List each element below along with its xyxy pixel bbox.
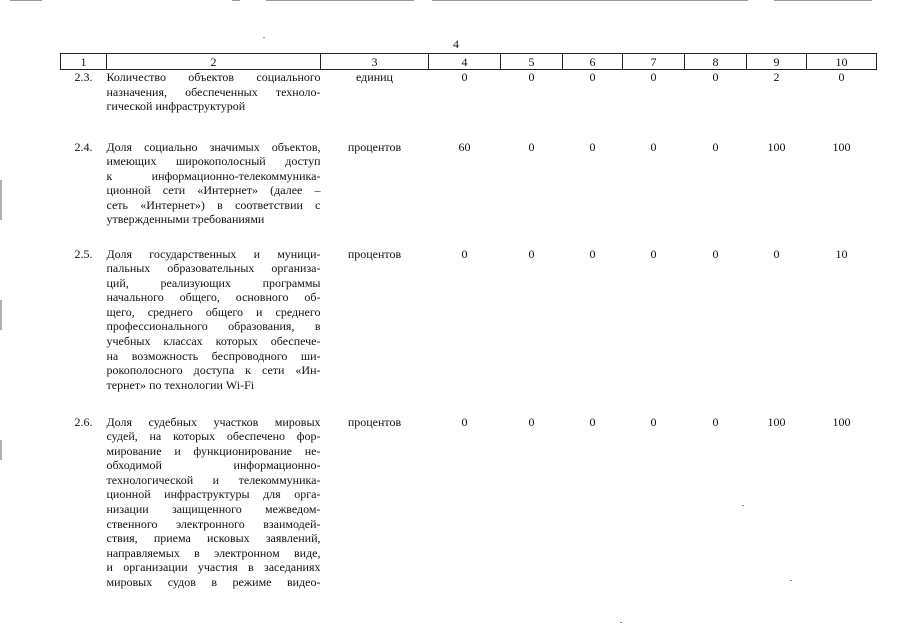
column-header: 4 [429,54,501,70]
value-cell: 10 [835,246,848,261]
indicator-name-line: Доля государственных и муници- [106,246,321,261]
column-header: 10 [807,54,877,70]
indicator-name-line: рокополосного доступа к сети «Ин- [106,363,321,378]
value-cell: 0 [528,246,535,261]
value-cell: 0 [461,70,468,84]
column-header: 8 [685,54,747,70]
scan-edge-artifact [432,0,748,1]
unit-of-measure: процентов [347,139,402,154]
indicator-name [107,140,321,247]
value-cell: 0 [650,70,657,84]
value-cell: 0 [712,246,719,261]
indicator-name-line: ционной инфраструктуры для орга- [106,487,321,502]
column-header: 3 [321,54,429,70]
value-cell: 0 [712,70,719,84]
indicator-name [107,247,321,415]
row-number: 2.4. [74,139,93,154]
scan-noise-dot [263,37,265,38]
indicator-name-line: щего, среднего общего и среднего [106,304,321,319]
indicator-name-line: назначения, обеспеченных техноло- [106,84,321,99]
scan-edge-artifact [266,0,414,1]
indicator-name-line: ствия, приема исковых заявлений, [106,531,321,546]
scan-margin-mark [0,180,2,220]
value-cell: 100 [832,139,851,154]
value-cell: 60 [458,139,471,154]
table-row [61,415,877,595]
indicator-name-line: мировых судов в режиме видео- [106,575,321,590]
indicator-name-line: обходимой информационно- [106,458,321,473]
value-cell: 0 [589,414,596,429]
value-cell: 0 [712,414,719,429]
indicator-name-line: низации защищенного межведом- [106,502,321,517]
indicator-name-line: пальных образовательных организа- [106,261,321,276]
scan-edge-artifact [774,0,872,1]
indicator-name-line: технологической и телекоммуника- [106,472,321,487]
indicator-name-line: Доля судебных участков мировых [106,414,321,429]
indicator-name-line: ций, реализующих программы [106,275,321,290]
column-header: 2 [107,54,321,70]
indicator-name-line: судей, на которых обеспечено фор- [106,429,321,444]
row-number: 2.3. [74,70,93,84]
value-cell: 0 [712,139,719,154]
column-header: 7 [623,54,685,70]
value-cell: 0 [650,139,657,154]
column-header: 9 [747,54,807,70]
table-row [61,70,877,140]
indicator-name-line: гической инфраструктурой [106,99,246,114]
indicator-name-line: ственного электронного взаимодей- [106,516,321,531]
indicator-name-line: сеть «Интернет») в соответствии с [106,197,321,212]
value-cell: 100 [832,414,851,429]
unit-of-measure: процентов [347,246,402,261]
indicator-name [107,70,321,140]
value-cell: 0 [650,246,657,261]
indicator-name-line: Количество объектов социального [106,70,321,84]
row-number: 2.5. [74,246,93,261]
value-cell: 0 [589,70,596,84]
indicator-name [107,415,321,595]
indicator-name-line: профессионального образования, в [106,319,321,334]
indicator-name-line: Доля социально значимых объектов, [106,139,321,154]
value-cell: 100 [767,414,786,429]
scan-margin-mark [0,440,2,460]
column-header: 1 [61,54,107,70]
column-number-header-row [61,54,877,70]
indicator-name-line: начального общего, основного об- [106,290,321,305]
scan-margin-mark [0,300,2,330]
indicator-name-line: имеющих широкополосный доступ [106,154,321,169]
value-cell: 0 [773,246,780,261]
table-row [61,247,877,415]
indicators-table [60,53,877,595]
scan-edge-artifact [10,0,42,1]
value-cell: 0 [461,246,468,261]
table-row [61,140,877,247]
value-cell: 0 [461,414,468,429]
indicator-name-line: ционной сети «Интернет» (далее – [106,183,321,198]
value-cell: 0 [528,139,535,154]
indicator-name-line: к информационно-телекоммуника- [106,168,321,183]
value-cell: 0 [650,414,657,429]
indicator-name-line: на возможность беспроводного ши- [106,348,321,363]
value-cell: 0 [589,246,596,261]
unit-of-measure: единиц [356,70,393,84]
row-number: 2.6. [74,414,93,429]
value-cell: 0 [528,414,535,429]
indicator-name-line: учебных классах которых обеспече- [106,334,321,349]
value-cell: 0 [528,70,535,84]
indicator-name-line: мирование и функционирование не- [106,443,321,458]
column-header: 6 [563,54,623,70]
indicator-name-line: и организации участия в заседаниях [106,560,321,575]
scan-noise-dot [620,622,622,623]
indicator-name-line: направляемых в электронном виде, [106,545,321,560]
unit-of-measure: процентов [347,414,402,429]
value-cell: 2 [773,70,780,84]
scan-edge-artifact [232,0,240,1]
column-header: 5 [501,54,563,70]
value-cell: 0 [838,70,845,84]
page-number: 4 [453,37,459,51]
value-cell: 0 [589,139,596,154]
indicator-name-line: тернет» по технологии Wi-Fi [106,377,255,392]
value-cell: 100 [767,139,786,154]
indicator-name-line: утвержденными требованиями [106,212,265,227]
